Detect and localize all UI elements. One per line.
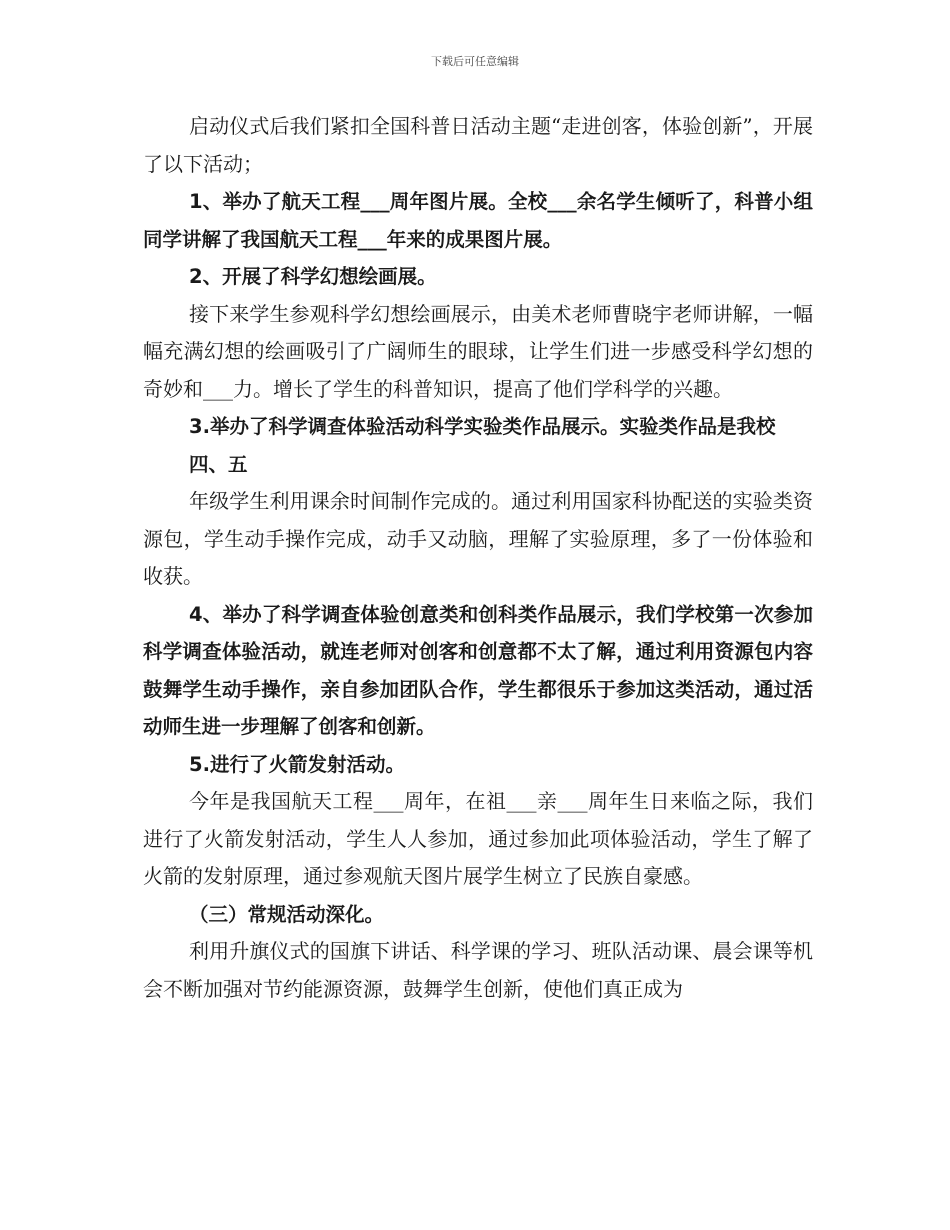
paragraph-item-5-body: 今年是我国航天工程___周年，在祖___亲___周年生日来临之际，我们进行了火箭发射活动，学生人人参加，通过参加此项体验活动，学生了解了火箭的发射原理，通过参观航天图片展学生树立了民族自豪感。 <box>143 789 813 888</box>
paragraph-intro: 启动仪式后我们紧扣全国科普日活动主题“走进创客，体验创新”，开展了以下活动； <box>143 114 813 176</box>
paragraph-item-1: 1、举办了航天工程___周年图片展。全校___余名学生倾听了，科普小组同学讲解了我国航天工程___年来的成果图片展。 <box>143 190 813 251</box>
paragraph-item-2-heading: 2、开展了科学幻想绘画展。 <box>189 265 437 288</box>
paragraph-item-3: 3.举办了科学调查体验活动科学实验类作品展示。实验类作品是我校 <box>189 415 776 438</box>
paragraph-item-2-body: 接下来学生参观科学幻想绘画展示，由美术老师曹晓宇老师讲解，一幅幅充满幻想的绘画吸引了广阔师生的眼球，让学生们进一步感受科学幻想的奇妙和___力。增长了学生的科普知识，提高了他们学科学的兴趣。 <box>143 301 813 401</box>
paragraph-item-3-body: 年级学生利用课余时间制作完成的。通过利用国家科协配送的实验类资源包，学生动手操作完成，动手又动脑，理解了实验原理，多了一份体验和收获。 <box>143 489 813 588</box>
paragraph-item-4: 4、举办了科学调查体验创意类和创科类作品展示，我们学校第一次参加科学调查体验活动，就连老师对创客和创意都不太了解，通过利用资源包内容鼓舞学生动手操作，亲自参加团队合作，学生都很乐于参加这类活动，通过活动师生进一步理解了创客和创新。 <box>143 602 813 738</box>
paragraph-item-3-grade: 四、五 <box>189 452 248 476</box>
page-header: 下载后可任意编辑 <box>431 55 519 68</box>
paragraph-item-5-heading: 5.进行了火箭发射活动。 <box>189 752 405 776</box>
section-3-body: 利用升旗仪式的国旗下讲话、科学课的学习、班队活动课、晨会课等机会不断加强对节约能源资源，鼓舞学生创新，使他们真正成为 <box>143 939 813 1001</box>
document-body <box>143 108 813 1008</box>
section-3-heading: （三）常规活动深化。 <box>189 902 385 926</box>
